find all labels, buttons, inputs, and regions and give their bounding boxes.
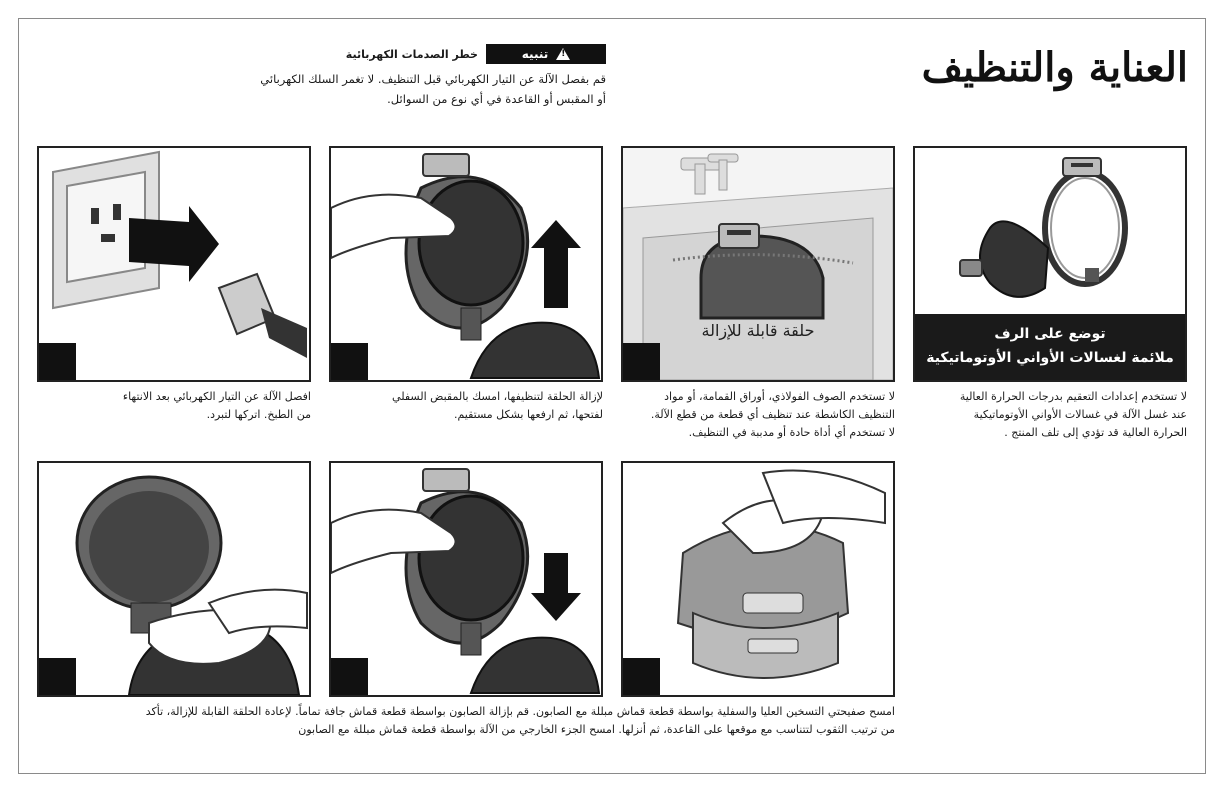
- unplug-caption: [37, 388, 311, 424]
- caution-badge: [486, 44, 606, 64]
- dishwasher-label: [915, 314, 1185, 380]
- dishwasher-caption: [913, 388, 1187, 442]
- removable-ring-illustration: [915, 148, 1185, 318]
- step-marker: [623, 343, 660, 380]
- lift-ring-illustration: [331, 148, 601, 380]
- remove-ring-panel: [329, 146, 603, 382]
- caption-line: افصل الآلة عن التيار الكهربائي بعد الانتهاء: [122, 390, 311, 403]
- wipe-exterior-panel: [621, 461, 895, 697]
- warning-triangle-icon: [556, 48, 570, 60]
- caution-header: [230, 44, 606, 64]
- caution-line: قم بفصل الآلة عن التيار الكهربائي قبل التنظيف. لا تغمر السلك الكهربائي: [260, 72, 606, 86]
- step-marker: [623, 658, 660, 695]
- caption-line: عند غسل الآلة في غسالات الأواني الأوتوماتيكية: [973, 408, 1187, 421]
- bottom-caption: [37, 703, 895, 739]
- wipe-plate-illustration: [39, 463, 309, 695]
- caption-line: امسح صفيحتي التسخين العليا والسفلية بواسطة قطعة قماش مبللة مع الصابون. قم بإزالة الصابون بواسطة قطعة قماش جافة تماماً. لإعادة الحلقة القابلة للإزالة، تأكد: [145, 705, 895, 718]
- caption-line: لفتحها، ثم ارفعها بشكل مستقيم.: [453, 408, 603, 421]
- caption-line: لا تستخدم إعدادات التعقيم بدرجات الحرارة العالية: [959, 390, 1187, 403]
- sink-caption: [621, 388, 895, 442]
- sink-panel: [621, 146, 895, 382]
- dishwasher-panel: [913, 146, 1187, 382]
- caption-line: التنظيف الكاشطة عند تنظيف أي قطعة من قطع الآلة.: [650, 408, 895, 421]
- step-marker: [39, 343, 76, 380]
- arrow-down-icon: [531, 553, 581, 621]
- page-title: العناية والتنظيف: [921, 44, 1188, 91]
- caption-line: [913, 424, 1187, 442]
- caption-line: لإزالة الحلقة لتنظيفها، امسك بالمقبض السفلي: [392, 390, 603, 403]
- sink-illustration: [623, 148, 893, 380]
- wipe-exterior-illustration: [623, 463, 893, 695]
- caution-text: [230, 69, 606, 109]
- caution-label: تنبيه: [521, 47, 549, 61]
- caption-line: لا تستخدم الصوف الفولاذي، أوراق القمامة، أو مواد: [664, 390, 895, 403]
- unplug-illustration: [39, 148, 309, 380]
- dishwasher-label-line: توضع على الرف: [994, 326, 1106, 342]
- step-marker: [39, 658, 76, 695]
- caution-hazard: خطر الصدمات الكهربائية: [345, 47, 478, 61]
- unplug-panel: [37, 146, 311, 382]
- step-marker: [331, 658, 368, 695]
- caption-line: من الطبخ. اتركها لتبرد.: [206, 408, 311, 421]
- dishwasher-label-line: ملائمة لغسالات الأواني الأوتوماتيكية: [926, 350, 1174, 366]
- step-marker: [331, 343, 368, 380]
- caption-text: الحرارة العالية قد تؤدي إلى تلف المنتج: [1011, 426, 1187, 439]
- caption-suffix: .: [1004, 426, 1008, 439]
- caution-line: أو المقبس أو القاعدة في أي نوع من السوائل.: [387, 92, 606, 106]
- caption-line: من ترتيب الثقوب لتتناسب مع موقعها على القاعدة، ثم أنزلها. امسح الجزء الخارجي من الآلة بواسطة قطعة قماش مبللة مع الصابون: [298, 723, 895, 736]
- wipe-plate-panel: [37, 461, 311, 697]
- lower-ring-illustration: [331, 463, 601, 695]
- removable-ring-label: حلقة قابلة للإزالة: [701, 321, 815, 340]
- caution-block: [230, 44, 606, 109]
- arrow-up-icon: [531, 220, 581, 308]
- caption-line: لا تستخدم أي أداة حادة أو مدببة في التنظيف.: [688, 426, 895, 439]
- remove-ring-caption: [329, 388, 603, 424]
- replace-ring-panel: [329, 461, 603, 697]
